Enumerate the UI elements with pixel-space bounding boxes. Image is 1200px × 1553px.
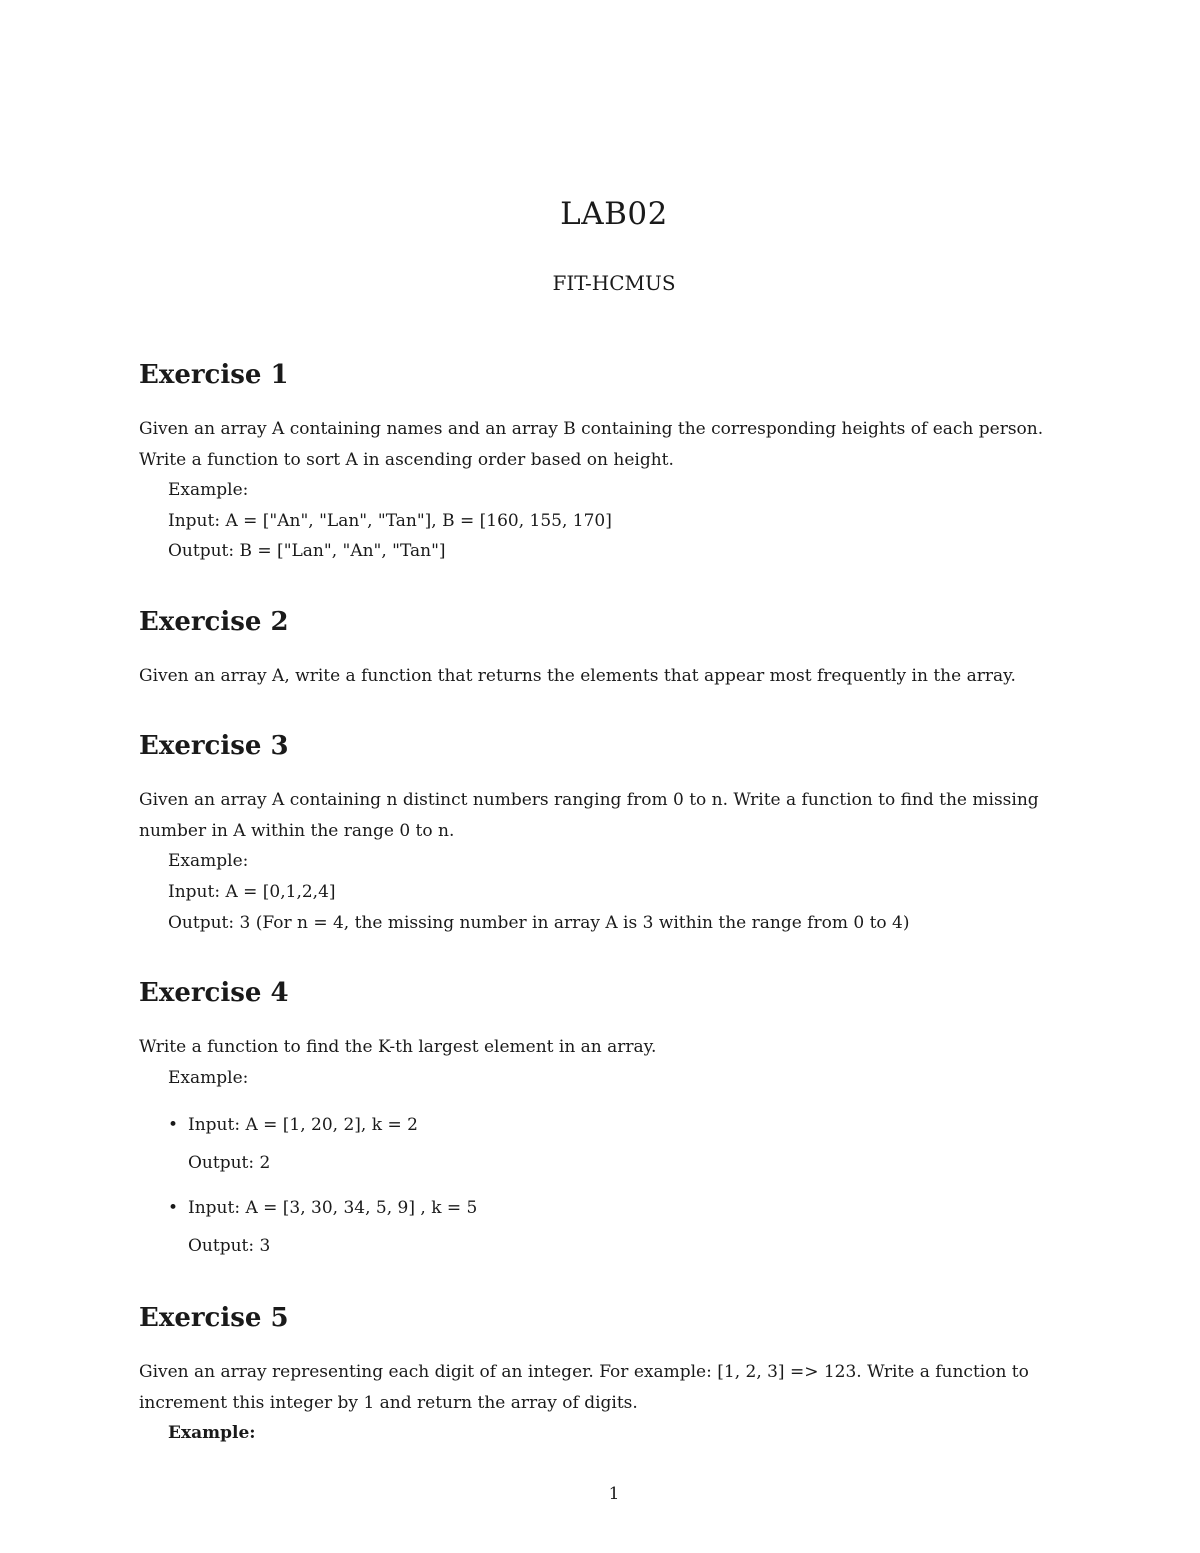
exercise-3-output: Output: 3 (For n = 4, the missing number in array A is 3 within the range from 0 to 4) (168, 913, 910, 933)
exercise-5-heading: Exercise 5 (139, 1303, 289, 1333)
exercise-4-example-label: Example: (168, 1068, 249, 1088)
exercise-3-example-label: Example: (168, 851, 249, 871)
exercise-5-example-label: Example: (168, 1423, 256, 1443)
exercise-3-input: Input: A = [0,1,2,4] (168, 882, 336, 902)
exercise-3-heading: Exercise 3 (139, 731, 289, 761)
document-title: LAB02 (560, 196, 668, 232)
exercise-4-item-1-input: Input: A = [1, 20, 2], k = 2 (188, 1115, 418, 1135)
exercise-4-heading: Exercise 4 (139, 978, 289, 1008)
exercise-4-item-2-output: Output: 3 (188, 1236, 271, 1256)
exercise-1-heading: Exercise 1 (139, 360, 289, 390)
document-author: FIT-HCMUS (552, 271, 676, 295)
exercise-5-text: Given an array representing each digit of an integer. For example: [1, 2, 3] => 123. Write a function to increment this integer by 1 and return the array of digits. (139, 1362, 1029, 1413)
exercise-1-text: Given an array A containing names and an array B containing the corresponding heights of each person. Write a function to sort A in ascending order based on height. (139, 419, 1044, 470)
list-bullet: • (168, 1198, 179, 1218)
exercise-4-text: Write a function to find the K-th largest element in an array. (139, 1037, 657, 1057)
exercise-1-input: Input: A = ["An", "Lan", "Tan"], B = [160, 155, 170] (168, 511, 612, 531)
exercise-1-example-label: Example: (168, 480, 249, 500)
list-bullet: • (168, 1115, 179, 1135)
exercise-1-output: Output: B = ["Lan", "An", "Tan"] (168, 541, 446, 561)
page-number: 1 (608, 1484, 620, 1504)
exercise-4-item-1-output: Output: 2 (188, 1153, 271, 1173)
exercise-2-text: Given an array A, write a function that returns the elements that appear most frequently in the array. (139, 666, 1016, 686)
exercise-3-text: Given an array A containing n distinct numbers ranging from 0 to n. Write a function to find the missing number in A within the range 0 to n. (139, 790, 1039, 841)
exercise-2-heading: Exercise 2 (139, 607, 289, 637)
exercise-4-item-2-input: Input: A = [3, 30, 34, 5, 9] , k = 5 (188, 1198, 478, 1218)
